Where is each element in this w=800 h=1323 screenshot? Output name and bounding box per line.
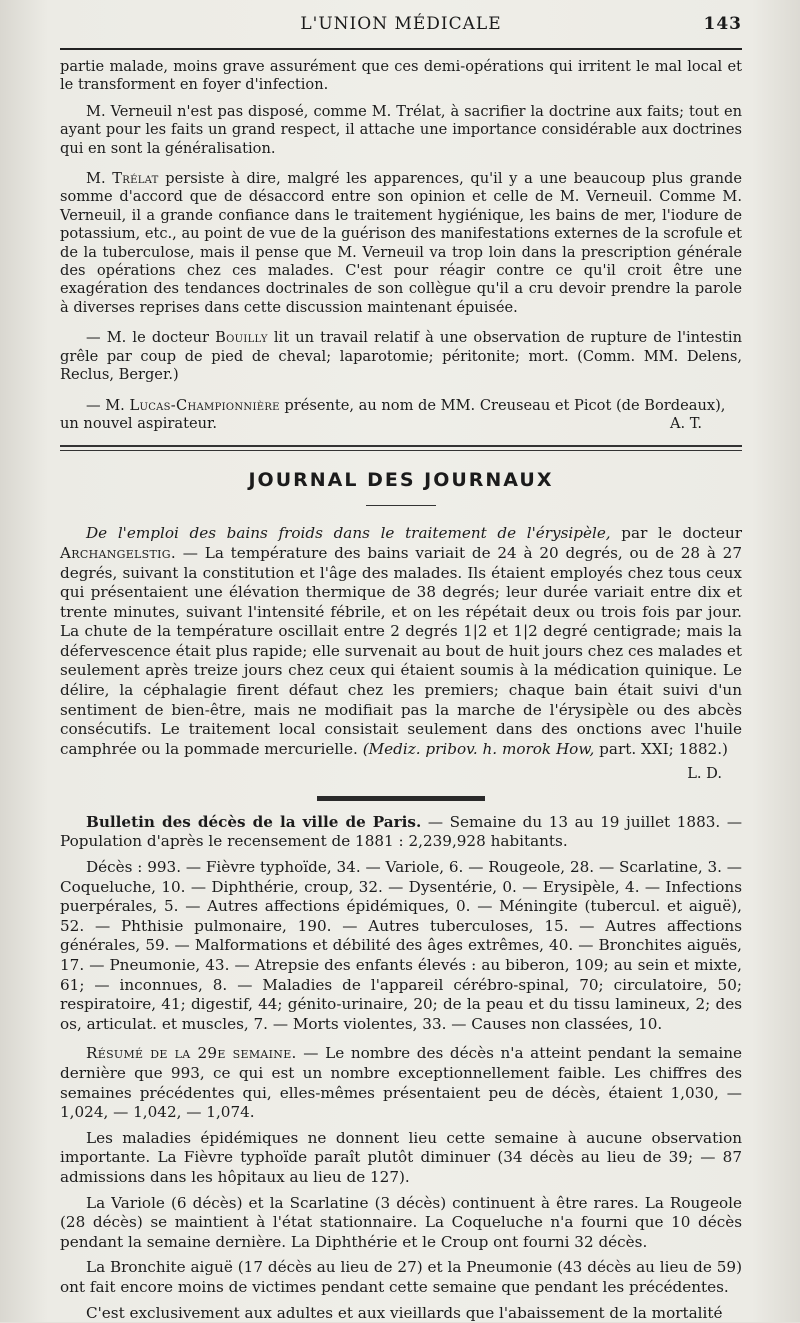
signature: A. T.	[670, 415, 742, 433]
paragraph-last-line: un nouvel aspirateur. A. T.	[60, 415, 742, 433]
running-header	[60, 0, 742, 44]
paragraph-epidemic: Les maladies épidémiques ne donnent lieu cette semaine à aucune observation importante. La Fièvre typhoïde paraît plutôt diminuer (34 décès au lieu de 39; — 87 admissions dans les hôpitaux au lieu de 127).	[60, 1129, 742, 1188]
bulletin-title: Bulletin des décès de la ville de Paris.	[86, 813, 421, 831]
article-source: (Mediz. pribov. h. morok How,	[363, 740, 595, 758]
article-signature: L. D.	[60, 765, 742, 783]
paragraph-verneuil: M. Verneuil n'est pas disposé, comme M. Trélat, à sacrifier la doctrine aux faits; tout en ayant pour les faits un grand respect, il attache une importance considérable aux doctrines qui en sont la généralisation.	[60, 103, 742, 158]
paragraph-lucas-championniere: — M. Lucas-Championnière présente, au nom de MM. Creuseau et Picot (de Bordeaux),	[60, 397, 742, 415]
paragraph-continuation: partie malade, moins grave assurément que ces demi-opérations qui irritent le mal local et le transforment en foyer d'infection.	[60, 58, 742, 95]
title-rule	[366, 505, 436, 506]
speaker-name: Lucas-Championnière	[129, 397, 279, 414]
article-title: De l'emploi des bains froids dans le traitement de l'érysipèle,	[86, 524, 611, 542]
article-author: Archangelstig.	[60, 544, 176, 562]
separator-bar	[317, 796, 485, 801]
bulletin-heading: Bulletin des décès de la ville de Paris. — Semaine du 13 au 19 juillet 1883. — Population d'après le recensement de 1881 : 2,239,928 habitants.	[60, 813, 742, 852]
section-title: JOURNAL DES JOURNAUX	[60, 469, 742, 491]
resume-label: Résumé de la 29e semaine.	[86, 1044, 297, 1062]
paragraph-bouilly: — M. le docteur Bouilly lit un travail relatif à une observation de rupture de l'intestin grêle par coup de pied de cheval; laparotomie; péritonite; mort. (Comm. MM. Delens, Reclus, Berger.)	[60, 329, 742, 384]
paragraph-last: C'est exclusivement aux adultes et aux vieillards que l'abaissement de la mortalité	[60, 1304, 742, 1323]
speaker-name: Bouilly	[215, 329, 268, 346]
page-number: 143	[704, 14, 743, 34]
running-title: L'UNION MÉDICALE	[60, 14, 742, 34]
paragraph-resume: Résumé de la 29e semaine. — Le nombre des décès n'a atteint pendant la semaine dernière que 993, ce qui est un nombre exceptionnellement faible. Les chiffres des semaines précédentes qui, elles-mêmes présentaient peu de décès, étaient 1,030, — 1,024, — 1,042, — 1,074.	[60, 1044, 742, 1122]
deaths-list: Décès : 993. — Fièvre typhoïde, 34. — Variole, 6. — Rougeole, 28. — Scarlatine, 3. — Coqueluche, 10. — Diphthérie, croup, 32. — Dysentérie, 0. — Erysipèle, 4. — Infections puerpérales, 5. — Autres affections épidémiques, 0. — Méningite (tubercul. et aiguë), 52. — Phthisie pulmonaire, 190. — Autres tuberculoses, 15. — Autres affections générales, 59. — Malformations et débilité des âges extrêmes, 40. — Bronchites aiguës, 17. — Pneumonie, 43. — Atrepsie des enfants élevés : au biberon, 109; au sein et mixte, 61; — inconnues, 8. — Maladies de l'appareil cérébro-spinal, 70; circulatoire, 50; respiratoire, 41; digestif, 44; génito-urinaire, 20; de la peau et du tissu lamineux, 2; des os, articulat. et muscles, 7. — Morts violentes, 33. — Causes non classées, 10.	[60, 858, 742, 1034]
header-rule	[60, 48, 742, 50]
paragraph-variole: La Variole (6 décès) et la Scarlatine (3 décès) continuent à être rares. La Rougeole (28 décès) se maintient à l'état stationnaire. La Coqueluche n'a fourni que 10 décès pendant la semaine dernière. La Diphthérie et le Croup ont fourni 32 décès.	[60, 1194, 742, 1253]
article-erysipele: De l'emploi des bains froids dans le traitement de l'érysipèle, par le docteur Archangelstig. — La température des bains variait de 24 à 20 degrés, ou de 28 à 27 degrés, suivant la constitution et l'âge des malades. Ils étaient employés chez tous ceux qui présentaient une élévation thermique de 38 degrés; leur durée variait entre dix et trente minutes, suivant l'intensité fébrile, et on les répétait deux ou trois fois par jour. La chute de la température oscillait entre 2 degrés 1|2 et 1|2 degré centigrade; mais la défervescence était plus rapide; elle survenait au bout de huit jours chez ces malades et seulement après treize jours chez ceux qui étaient soumis à la médication quinique. Le délire, la céphalagie firent défaut chez les premiers; chaque bain était suivi d'un sentiment de bien-être, mais ne modifiait pas la marche de l'érysipèle ou des abcès consécutifs. Le traitement local consistait seulement dans des onctions avec l'huile camphrée ou la pommade mercurielle. (Mediz. pribov. h. morok How, part. XXI; 1882.)	[60, 524, 742, 759]
paragraph-trelat: M. Trélat persiste à dire, malgré les apparences, qu'il y a une beaucoup plus grande somme d'accord que de désaccord entre son opinion et celle de M. Verneuil. Comme M. Verneuil, il a grande confiance dans le traitement hygiénique, les bains de mer, l'iodure de potassium, etc., au point de vue de la guérison des manifestations externes de la scrofule et de la tuberculose, mais il pense que M. Verneuil va trop loin dans la prescription générale des opérations chez ces malades. C'est pour réagir contre ce qu'il croit être une exagération des tendances doctrinales de son collègue qu'il a cru devoir prendre la parole à diverses reprises dans cette discussion maintenant épuisée.	[60, 170, 742, 317]
speaker-name: Trélat	[112, 170, 158, 187]
section-divider	[60, 445, 742, 451]
paragraph-bronchite: La Bronchite aiguë (17 décès au lieu de 27) et la Pneumonie (43 décès au lieu de 59) ont fait encore moins de victimes pendant cette semaine que pendant les précédentes.	[60, 1258, 742, 1297]
